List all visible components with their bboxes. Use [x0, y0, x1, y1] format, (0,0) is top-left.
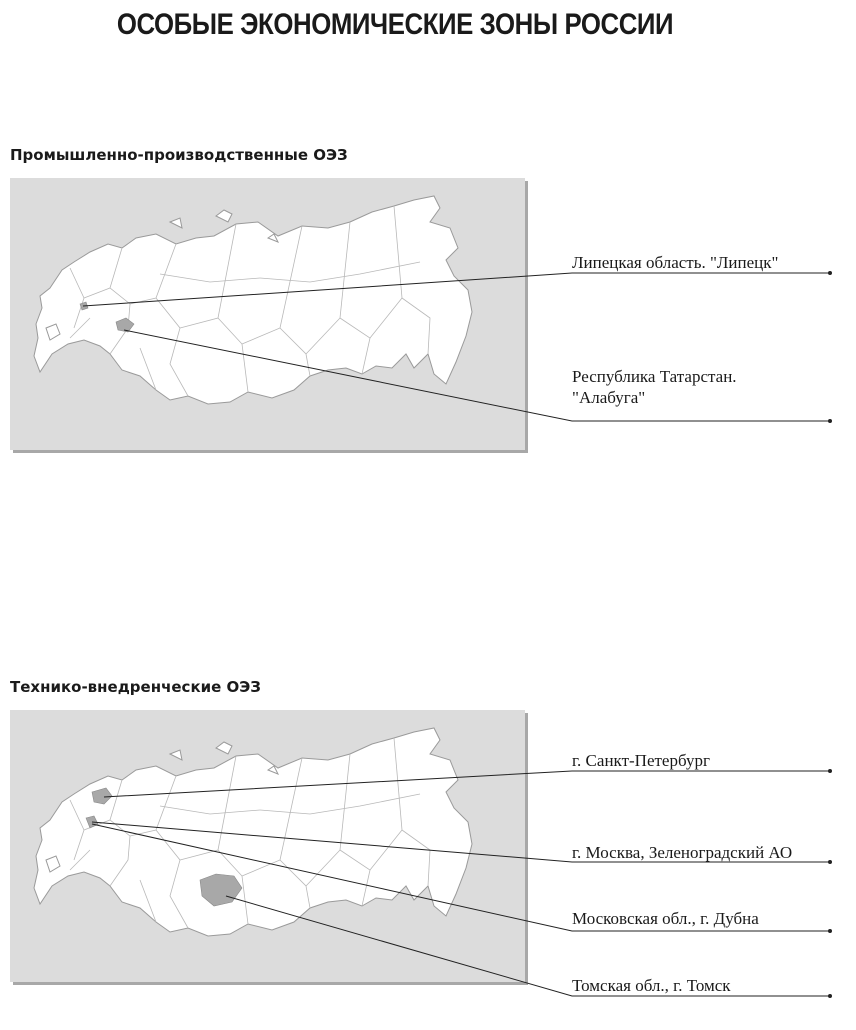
label-moscow-zelenograd: г. Москва, Зеленоградский АО — [572, 843, 793, 862]
leader-dot-tatarstan — [828, 419, 832, 423]
leader-dot-moscow — [828, 860, 832, 864]
leader-dot-lipetsk — [828, 271, 832, 275]
section-heading-industrial: Промышленно-производственные ОЭЗ — [10, 146, 348, 164]
leader-dot-saint-petersburg — [828, 769, 832, 773]
label-dubna: Московская обл., г. Дубна — [572, 909, 759, 928]
leader-dubna — [92, 824, 830, 931]
label-tatarstan-line1: Республика Татарстан. — [572, 367, 737, 386]
leader-tatarstan — [124, 330, 830, 421]
label-saint-petersburg: г. Санкт-Петербург — [572, 751, 710, 770]
leader-lipetsk — [83, 273, 830, 306]
leader-dot-tomsk — [828, 994, 832, 998]
leader-saint-petersburg — [104, 771, 830, 797]
leader-dot-dubna — [828, 929, 832, 933]
page-title: ОСОБЫЕ ЭКОНОМИЧЕСКИЕ ЗОНЫ РОССИИ — [116, 8, 674, 41]
label-tomsk: Томская обл., г. Томск — [572, 976, 731, 995]
leader-tomsk — [226, 896, 830, 996]
label-lipetsk: Липецкая область. "Липецк" — [572, 253, 779, 272]
label-tatarstan-line2: "Алабуга" — [572, 388, 646, 407]
leader-moscow — [92, 822, 830, 862]
section-heading-tech: Технико-внедренческие ОЭЗ — [10, 678, 261, 696]
